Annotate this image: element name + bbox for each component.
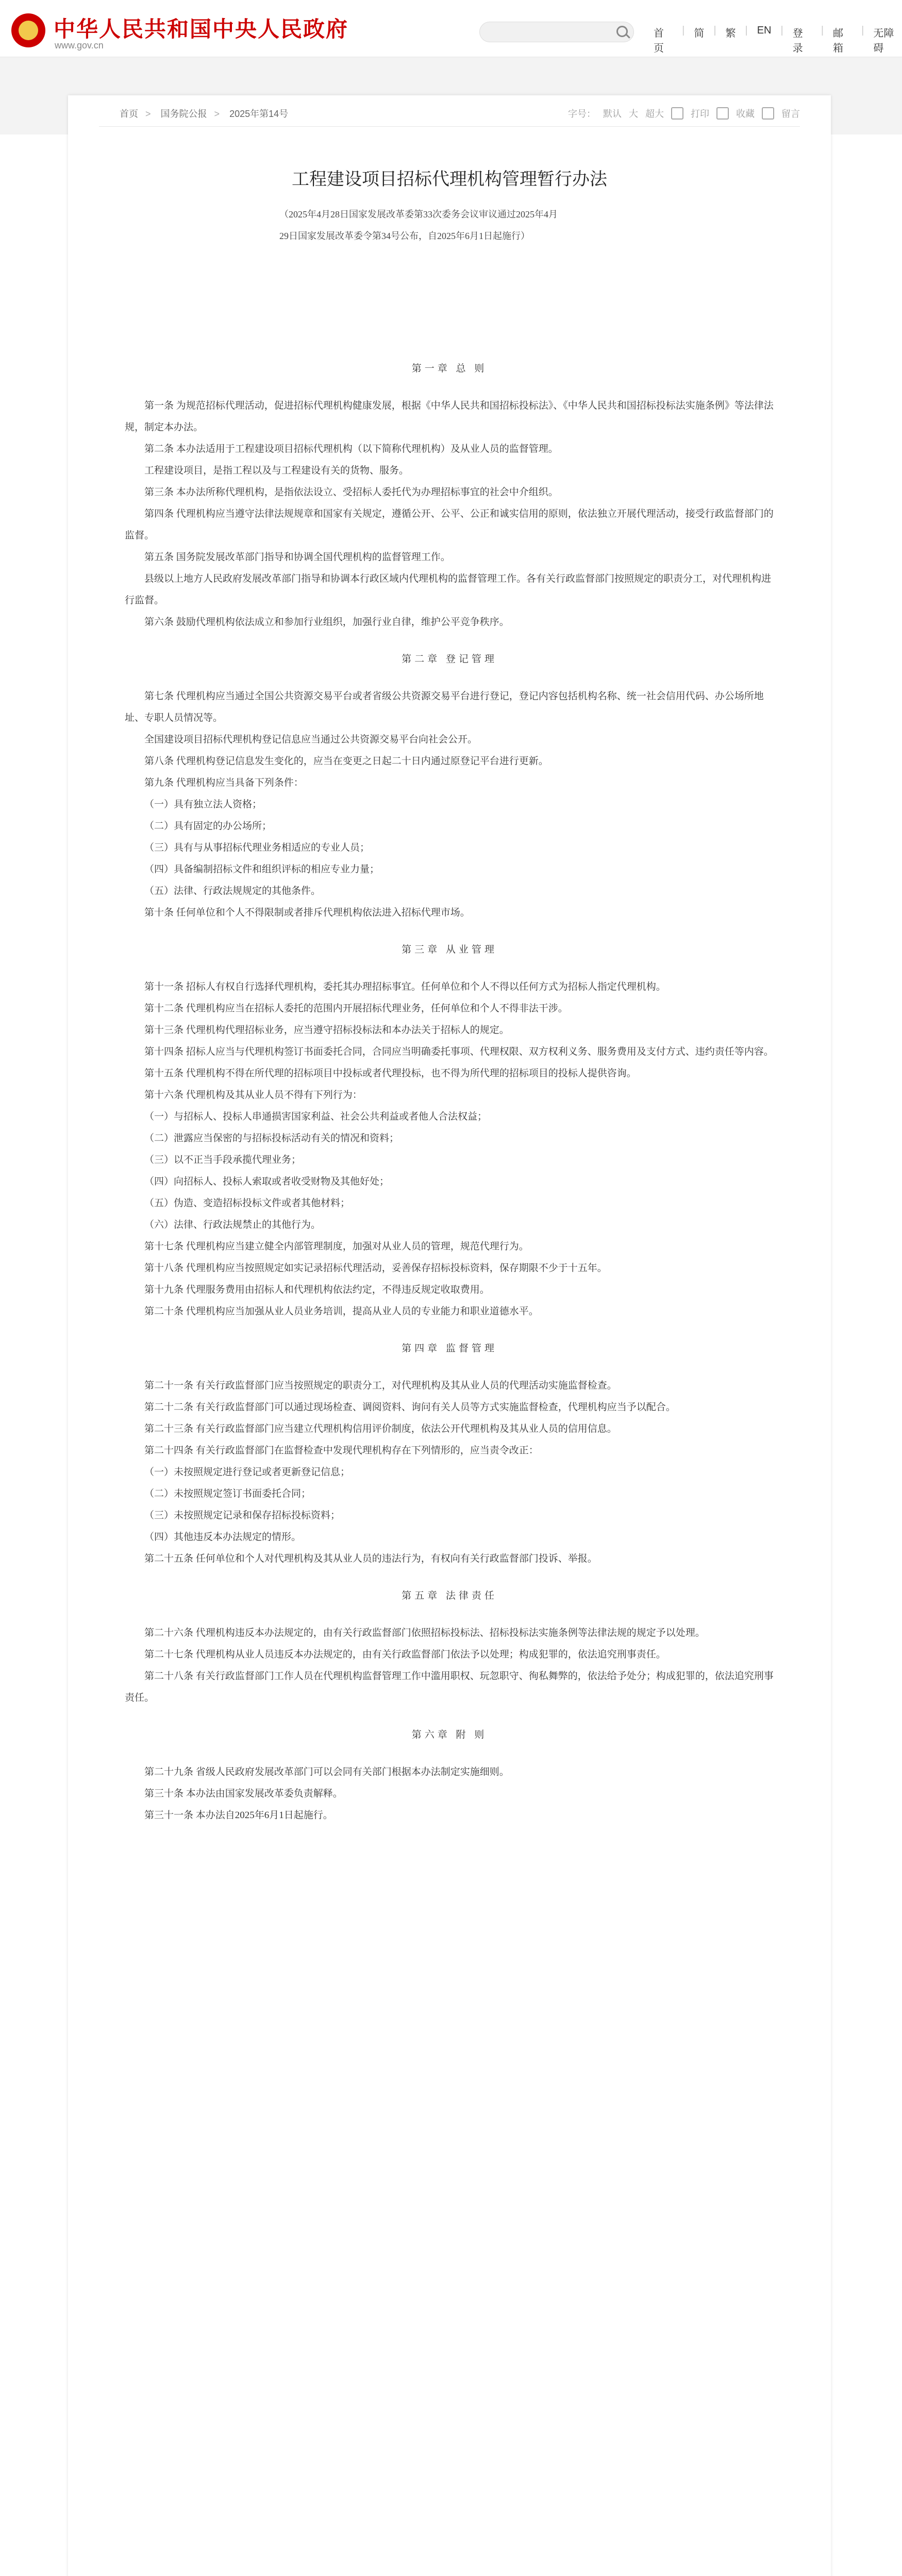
article-paragraph: （一）未按照规定进行登记或者更新登记信息； xyxy=(144,1467,350,1478)
article-paragraph: 第二条 本办法适用于工程建设项目招标代理机构（以下简称代理机构）及从业人员的监督管理。 xyxy=(144,444,558,454)
publication-note-line: 29日国家发展改革委令第34号公布，自2025年6月1日起施行） xyxy=(279,231,530,241)
publication-note-line: （2025年4月28日国家发展改革委第33次委务会议审议通过2025年4月 xyxy=(279,209,558,219)
chapter-heading: 第一章 总 则 xyxy=(411,363,488,374)
top-nav: 首页 | 简 | 繁 | EN | 登录 | 邮箱 | 无障碍 xyxy=(654,25,902,55)
article-paragraph: （一）与招标人、投标人串通损害国家利益、社会公共利益或者他人合法权益； xyxy=(144,1111,488,1122)
article-paragraph: 第二十三条 有关行政监督部门应当建立代理机构信用评价制度，依法公开代理机构及其从业人员的信用信息。 xyxy=(144,1423,617,1434)
article-paragraph: 第二十四条 有关行政监督部门在监督检查中发现代理机构存在下列情形的，应当责令改正： xyxy=(144,1445,539,1456)
article-paragraph: 第二十二条 有关行政监督部门可以通过现场检查、调阅资料、询问有关人员等方式实施监督检查，代理机构应当予以配合。 xyxy=(144,1402,676,1413)
article-paragraph: 第三条 本办法所称代理机构，是指依法设立、受招标人委托代为办理招标事宜的社会中介组织。 xyxy=(144,487,558,498)
article-card xyxy=(68,95,831,2576)
nav-simplified[interactable]: 简 xyxy=(694,28,705,39)
chapter-heading: 第六章 附 则 xyxy=(411,1730,488,1740)
article-tools xyxy=(568,107,800,120)
article-paragraph: 第十九条 代理服务费用由招标人和代理机构依法约定，不得违反规定收取费用。 xyxy=(144,1284,490,1295)
chapter-heading: 第五章 法律责任 xyxy=(402,1590,497,1601)
article-paragraph: 第五条 国务院发展改革部门指导和协调全国代理机构的监督管理工作。 xyxy=(144,552,450,563)
comment-button[interactable]: 留言 xyxy=(781,109,800,119)
article-paragraph: 第十六条 代理机构及其从业人员不得有下列行为： xyxy=(144,1090,362,1100)
print-button[interactable]: 打印 xyxy=(691,109,709,119)
chapter-heading: 第二章 登记管理 xyxy=(402,654,497,665)
article-paragraph: 第六条 鼓励代理机构依法成立和参加行业组织，加强行业自律，维护公平竞争秩序。 xyxy=(144,617,509,628)
article-paragraph: 第十二条 代理机构应当在招标人委托的范围内开展招标代理业务，任何单位和个人不得非法干涉。 xyxy=(144,1003,568,1014)
nav-home[interactable]: 首页 xyxy=(654,28,664,54)
article-paragraph: （五）伪造、变造招标投标文件或者其他材料； xyxy=(144,1198,350,1209)
article-paragraph: 第二十一条 有关行政监督部门应当按照规定的职责分工，对代理机构及其从业人员的代理活动实施监督检查。 xyxy=(144,1380,617,1391)
search-input[interactable] xyxy=(479,22,634,42)
article-paragraph: 第十条 任何单位和个人不得限制或者排斥代理机构依法进入招标代理市场。 xyxy=(144,907,470,918)
article-paragraph: （四）具备编制招标文件和组织评标的相应专业力量； xyxy=(144,864,380,875)
site-header xyxy=(0,0,902,57)
article-paragraph: 第十三条 代理机构代理招标业务，应当遵守招标投标法和本办法关于招标人的规定。 xyxy=(144,1025,509,1036)
breadcrumb-issue[interactable]: 2025年第14号 xyxy=(229,109,289,119)
article-paragraph: 第四条 代理机构应当遵守法律法规规章和国家有关规定，遵循公开、公平、公正和诚实信用的原则，依法独立开展代理活动，接受行政监督部门的监督。 xyxy=(125,509,774,541)
article-paragraph: （四）其他违反本办法规定的情形。 xyxy=(144,1532,302,1543)
article-paragraph: 第七条 代理机构应当通过全国公共资源交易平台或者省级公共资源交易平台进行登记，登记内容包括机构名称、统一社会信用代码、办公场所地址、专职人员情况等。 xyxy=(125,691,764,723)
font-size-label: 字号： xyxy=(568,109,596,119)
article-paragraph: 第三十条 本办法由国家发展改革委负责解释。 xyxy=(144,1788,343,1799)
article-paragraph: 第二十九条 省级人民政府发展改革部门可以会同有关部门根据本办法制定实施细则。 xyxy=(144,1767,509,1777)
publication-note xyxy=(279,204,620,247)
article-paragraph: 第九条 代理机构应当具备下列条件： xyxy=(144,777,304,788)
article-paragraph: 第十五条 代理机构不得在所代理的招标项目中投标或者代理投标，也不得为所代理的招标项目的投标人提供咨询。 xyxy=(144,1068,637,1079)
national-emblem-icon[interactable] xyxy=(11,13,45,47)
article-paragraph: 第二十条 代理机构应当加强从业人员业务培训，提高从业人员的专业能力和职业道德水平。 xyxy=(144,1306,539,1317)
article-paragraph: 第一条 为规范招标代理活动，促进招标代理机构健康发展，根据《中华人民共和国招标投标法》、《中华人民共和国招标投标法实施条例》等法律法规，制定本办法。 xyxy=(125,400,774,433)
article-paragraph: （三）具有与从事招标代理业务相适应的专业人员； xyxy=(144,842,370,853)
article-paragraph: 县级以上地方人民政府发展改革部门指导和协调本行政区域内代理机构的监督管理工作。各有关行政监督部门按照规定的职责分工，对代理机构进行监督。 xyxy=(125,573,772,606)
breadcrumb-gazette[interactable]: 国务院公报 xyxy=(160,109,207,119)
nav-mail[interactable]: 邮箱 xyxy=(833,28,844,54)
favorite-button[interactable]: 收藏 xyxy=(736,109,755,119)
article-paragraph: （三）未按照规定记录和保存招标投标资料； xyxy=(144,1510,341,1521)
article-paragraph: （四）向招标人、投标人索取或者收受财物及其他好处； xyxy=(144,1176,390,1187)
article-paragraph: 全国建设项目招标代理机构登记信息应当通过公共资源交易平台向社会公开。 xyxy=(144,734,478,745)
chapter-heading: 第四章 监督管理 xyxy=(402,1343,497,1354)
article-paragraph: （六）法律、行政法规禁止的其他行为。 xyxy=(144,1219,321,1230)
article-paragraph: 第二十八条 有关行政监督部门工作人员在代理机构监督管理工作中滥用职权、玩忽职守、徇私舞弊的，依法给予处分；构成犯罪的，依法追究刑事责任。 xyxy=(125,1671,774,1703)
comment-icon[interactable] xyxy=(762,107,774,120)
breadcrumb: 首页 > 国务院公报 > 2025年第14号 xyxy=(120,109,289,119)
favorite-icon[interactable] xyxy=(716,107,729,120)
nav-login[interactable]: 登录 xyxy=(792,28,803,54)
print-icon[interactable] xyxy=(671,107,683,120)
search-icon[interactable] xyxy=(616,26,628,37)
font-default-button[interactable]: 默认 xyxy=(603,109,622,119)
article-paragraph: 第八条 代理机构登记信息发生变化的，应当在变更之日起二十日内通过原登记平台进行更新。 xyxy=(144,756,548,767)
article-paragraph: 第十一条 招标人有权自行选择代理机构，委托其办理招标事宜。任何单位和个人不得以任何方式为招标人指定代理机构。 xyxy=(144,981,666,992)
article-paragraph: 第二十七条 代理机构从业人员违反本办法规定的，由有关行政监督部门依法予以处理；构成犯罪的，依法追究刑事责任。 xyxy=(144,1649,666,1660)
article-paragraph: 第十七条 代理机构应当建立健全内部管理制度，加强对从业人员的管理，规范代理行为。 xyxy=(144,1241,529,1252)
article-paragraph: （二）具有固定的办公场所； xyxy=(144,821,272,832)
article-paragraph: 第十四条 招标人应当与代理机构签订书面委托合同，合同应当明确委托事项、代理权限、双方权利义务、服务费用及支付方式、违约责任等内容。 xyxy=(144,1046,774,1057)
chapter-heading: 第三章 从业管理 xyxy=(402,944,497,955)
article-paragraph: （五）法律、行政法规规定的其他条件。 xyxy=(144,886,321,896)
article-paragraph: （三）以不正当手段承揽代理业务； xyxy=(144,1155,302,1165)
document-body xyxy=(125,343,774,1826)
divider xyxy=(99,126,800,127)
site-title[interactable]: 中华人民共和国中央人民政府 xyxy=(54,18,349,42)
nav-accessibility[interactable]: 无障碍 xyxy=(873,28,894,54)
document-title: 工程建设项目招标代理机构管理暂行办法 xyxy=(292,170,607,189)
article-paragraph: 工程建设项目，是指工程以及与工程建设有关的货物、服务。 xyxy=(144,465,409,476)
article-paragraph: （一）具有独立法人资格； xyxy=(144,799,262,810)
article-paragraph: 第二十六条 代理机构违反本办法规定的，由有关行政监督部门依照招标投标法、招标投标法实施条例等法律法规的规定予以处理。 xyxy=(144,1628,705,1638)
article-paragraph: 第十八条 代理机构应当按照规定如实记录招标代理活动，妥善保存招标投标资料，保存期限不少于十五年。 xyxy=(144,1263,607,1274)
font-large-button[interactable]: 大 xyxy=(629,109,638,119)
font-xlarge-button[interactable]: 超大 xyxy=(645,109,664,119)
nav-traditional[interactable]: 繁 xyxy=(725,28,736,39)
article-paragraph: （二）未按照规定签订书面委托合同； xyxy=(144,1488,311,1499)
article-paragraph: （二）泄露应当保密的与招标投标活动有关的情况和资料； xyxy=(144,1133,399,1144)
site-url: www.gov.cn xyxy=(55,40,104,50)
article-paragraph: 第二十五条 任何单位和个人对代理机构及其从业人员的违法行为，有权向有关行政监督部门投诉、举报。 xyxy=(144,1553,597,1564)
article-paragraph: 第三十一条 本办法自2025年6月1日起施行。 xyxy=(144,1810,333,1821)
nav-english[interactable]: EN xyxy=(757,25,772,36)
breadcrumb-home[interactable]: 首页 xyxy=(120,109,138,119)
